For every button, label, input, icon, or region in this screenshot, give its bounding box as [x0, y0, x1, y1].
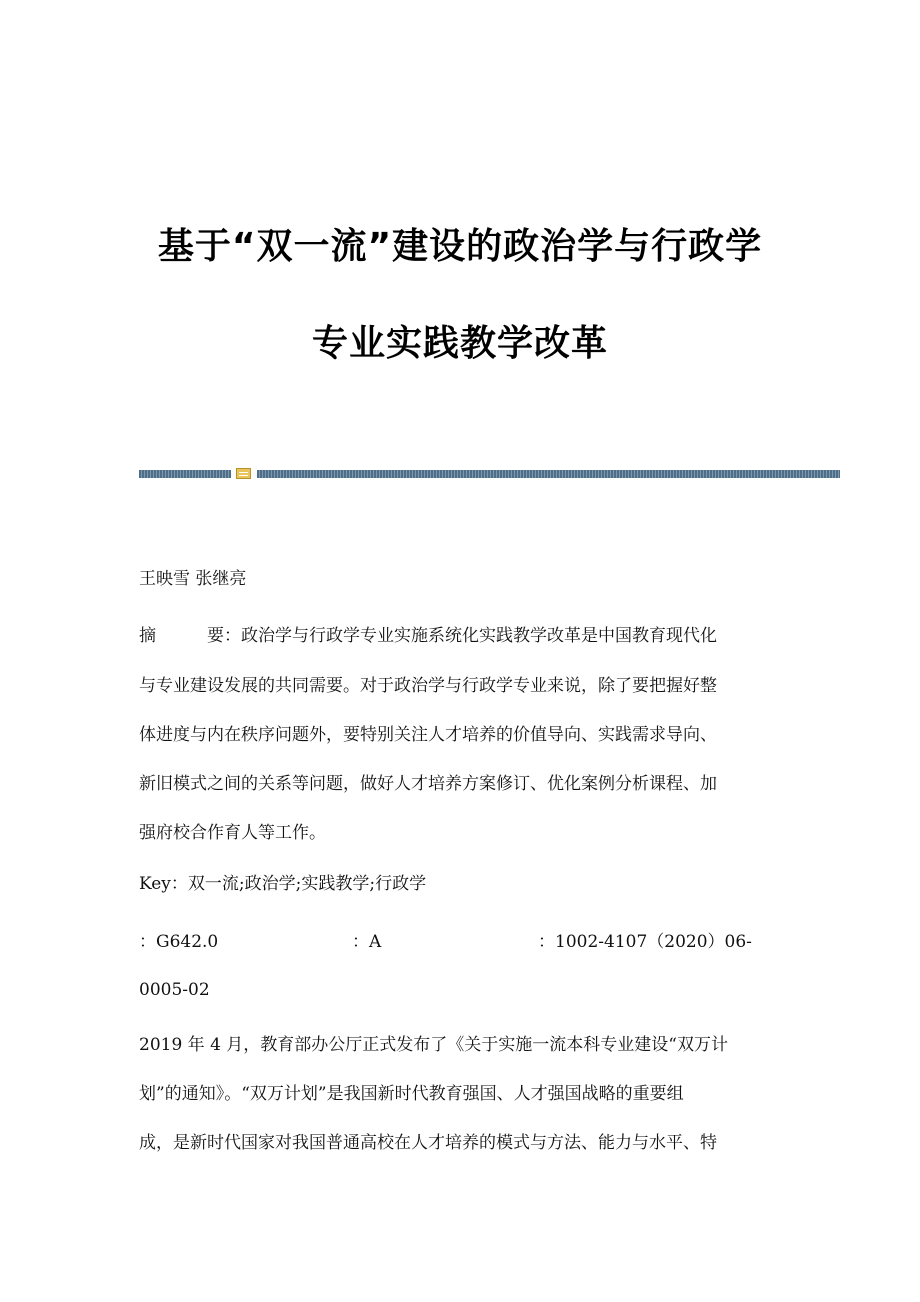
clc-number: ：G642.0 — [139, 932, 219, 952]
body-line-3: 成，是新时代国家对我国普通高校在人才培养的模式与方法、能力与水平、特 — [139, 1133, 717, 1153]
authors: 王映雪 张继亮 — [139, 569, 247, 589]
body-line-2: 划”的通知》。“双万计划”是我国新时代教育强国、人才强国战略的重要组 — [139, 1084, 684, 1104]
keywords: Key：双一流;政治学;实践教学;行政学 — [139, 874, 427, 894]
divider-right — [257, 470, 840, 478]
title-line-1: 基于“双一流”建设的政治学与行政学 — [157, 226, 763, 267]
article-id: ：1002-4107（2020）06- — [538, 932, 752, 952]
abstract-label: 摘 要： — [139, 626, 241, 646]
abstract-line-2: 与专业建设发展的共同需要。对于政治学与行政学专业来说，除了要把握好整 — [139, 676, 717, 696]
abstract-line-4: 新旧模式之间的关系等问题，做好人才培养方案修订、优化案例分析课程、加 — [139, 774, 717, 794]
abstract-line-3: 体进度与内在秩序问题外，要特别关注人才培养的价值导向、实践需求导向、 — [139, 725, 717, 745]
abstract-line-5: 强府校合作育人等工作。 — [139, 823, 326, 843]
envelope-icon — [236, 468, 251, 479]
article-id-continued: 0005-02 — [139, 980, 210, 1000]
divider-left — [139, 470, 231, 478]
body-line-1: 2019 年 4 月，教育部办公厅正式发布了《关于实施一流本科专业建设“双万计 — [139, 1035, 728, 1055]
abstract-text-1: 政治学与行政学专业实施系统化实践教学改革是中国教育现代化 — [241, 626, 717, 646]
title-line-2: 专业实践教学改革 — [311, 323, 608, 364]
abstract-line-1 — [139, 624, 717, 648]
document-code: ：A — [352, 932, 382, 952]
